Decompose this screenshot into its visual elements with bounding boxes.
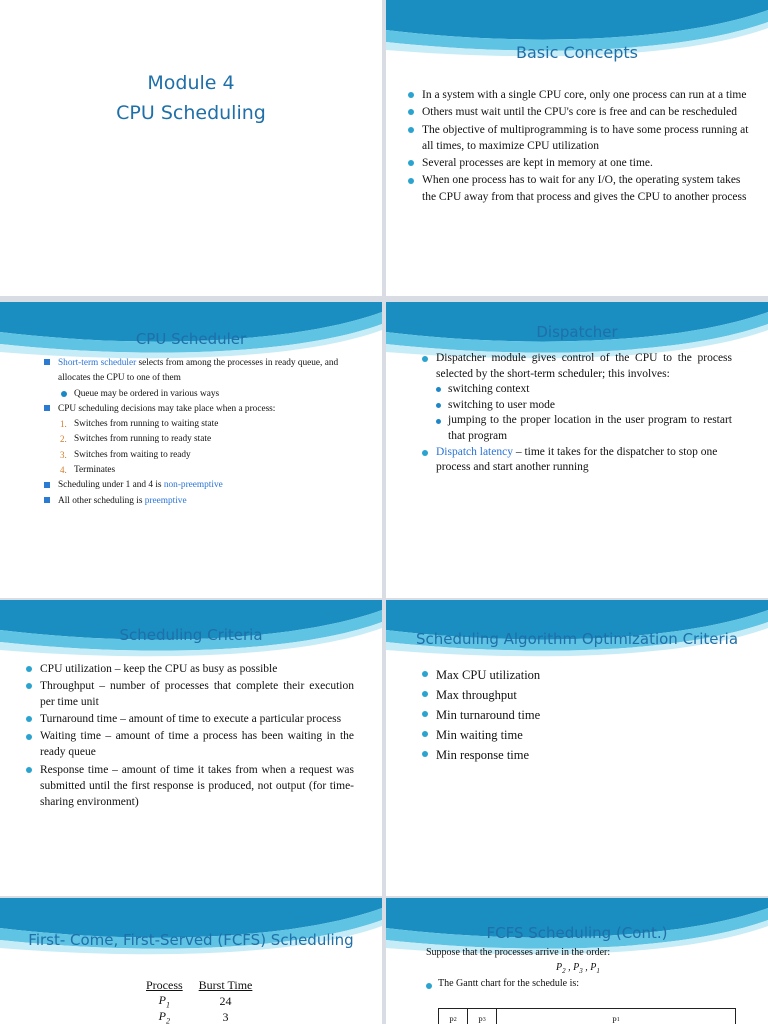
- list-item: [408, 104, 753, 120]
- process-name: P: [556, 962, 563, 973]
- module-title: Module 4: [147, 72, 235, 94]
- square-bullet-icon: [44, 497, 50, 503]
- dot-bullet-icon: [26, 767, 32, 773]
- process-subscript: 1: [616, 1017, 620, 1023]
- slide-optimization-criteria: [386, 600, 768, 896]
- bullet-text: Min waiting time: [436, 728, 523, 742]
- step-text: Switches from running to waiting state: [74, 419, 219, 430]
- numbered-step: [44, 448, 344, 463]
- numbered-step: [44, 417, 344, 432]
- table-row: [138, 1009, 260, 1024]
- burst-time-header: Burst Time: [198, 978, 253, 992]
- bullet-short-term: [44, 356, 344, 387]
- burst-cell: 3: [222, 1010, 229, 1024]
- term-highlight: Dispatch latency: [436, 445, 513, 458]
- bullet-text: Max CPU utilization: [436, 668, 541, 682]
- list-item: [422, 685, 722, 705]
- dot-bullet-icon: [26, 666, 32, 672]
- process-subscript: 3: [579, 967, 583, 975]
- scheduler-content: [44, 356, 344, 509]
- list-item: [26, 728, 354, 760]
- step-number: 3.: [60, 449, 67, 460]
- gantt-chart: [438, 1008, 736, 1024]
- table-row: [138, 993, 260, 1009]
- sub-bullet: [422, 382, 732, 398]
- gantt-cell: [468, 1009, 497, 1024]
- list-item: [408, 172, 753, 205]
- header-wave: [0, 898, 382, 958]
- step-number: 2.: [60, 434, 67, 445]
- bullet-dispatch-latency: [422, 445, 732, 476]
- sub-bullet-text: Queue may be ordered in various ways: [74, 388, 220, 399]
- process-name: P: [158, 993, 166, 1007]
- bullet-text: Min turnaround time: [436, 708, 541, 722]
- list-item: [26, 661, 354, 677]
- dot-bullet-icon: [408, 127, 414, 133]
- list-item: [26, 711, 354, 727]
- list-item: [422, 725, 722, 745]
- bullet-text: CPU scheduling decisions may take place when a process:: [58, 403, 276, 414]
- dot-bullet-icon: [408, 178, 414, 184]
- square-bullet-icon: [44, 405, 50, 411]
- bullet-text: Waiting time – amount of time a process has been waiting in the ready queue: [40, 730, 354, 759]
- process-name: P: [158, 1009, 166, 1024]
- list-item: [422, 705, 722, 725]
- term-highlight: Short-term scheduler: [58, 358, 137, 368]
- square-bullet-icon: [44, 359, 50, 365]
- slide-cpu-scheduler: [0, 302, 382, 598]
- burst-cell: 24: [219, 993, 232, 1008]
- process-name: P: [478, 1015, 483, 1024]
- process-name: P: [449, 1015, 454, 1024]
- bullet-text: CPU utilization – keep the CPU as busy as possible: [40, 663, 278, 675]
- dot-bullet-icon: [436, 387, 441, 392]
- step-text: Switches from running to ready state: [74, 434, 212, 445]
- bullet-text: In a system with a single CPU core, only one process can run at a time: [422, 89, 747, 101]
- burst-time-table: [138, 978, 260, 1024]
- dot-bullet-icon: [422, 450, 428, 456]
- bullet-decisions: [44, 402, 344, 417]
- process-cell: [138, 993, 191, 1009]
- sub-bullet-text: jumping to the proper location in the user program to restart that program: [448, 414, 732, 442]
- process-name: P: [612, 1015, 617, 1024]
- term-highlight: non-preemptive: [163, 480, 223, 491]
- arrival-intro: Suppose that the processes arrive in the order:: [426, 947, 611, 958]
- slide-basic-concepts: [386, 0, 768, 296]
- list-item: [408, 122, 753, 155]
- slide-title-text: FCFS Scheduling (Cont.): [486, 924, 668, 942]
- sub-bullet: [44, 387, 344, 402]
- dot-bullet-icon: [436, 403, 441, 408]
- arrival-order: $P_2$ , $P_3$ , $P_1$: [556, 962, 600, 975]
- bullet-text: Throughput – number of processes that complete their execution per time unit: [40, 680, 354, 709]
- dot-bullet-icon: [61, 391, 67, 397]
- list-item: [422, 665, 722, 685]
- bullet-text: The Gantt chart for the schedule is:: [438, 978, 580, 989]
- dot-bullet-icon: [26, 683, 32, 689]
- list-item: [26, 678, 354, 710]
- slide-title-text: Scheduling Algorithm Optimization Criteria: [415, 630, 739, 648]
- bullet-text: Max throughput: [436, 688, 517, 702]
- process-subscript: 2: [166, 1016, 170, 1024]
- process-subscript: 3: [482, 1017, 486, 1023]
- bullet-text: – time it takes for the dispatcher to stop one process and start another running: [436, 445, 718, 474]
- step-number: 4.: [60, 465, 67, 476]
- dot-bullet-icon: [422, 751, 428, 757]
- sub-bullet-text: switching context: [448, 383, 530, 396]
- slide-scheduling-criteria: [0, 600, 382, 896]
- bullet-text: The objective of multiprogramming is to have some process running at all times, to maximize CPU utilization: [422, 123, 749, 152]
- dot-bullet-icon: [26, 734, 32, 740]
- step-text: Terminates: [74, 465, 116, 476]
- bullet-text: Several processes are kept in memory at one time.: [422, 157, 653, 170]
- dot-bullet-icon: [26, 716, 32, 722]
- bullet-text: selects from among the processes in ready queue, and allocates the CPU to one of them: [58, 358, 339, 384]
- bullet-list: [422, 665, 722, 765]
- bullet-non-preemptive: [44, 478, 344, 493]
- slide-fcfs-cont: [386, 898, 768, 1024]
- process-name: P: [590, 962, 597, 973]
- dot-bullet-icon: [426, 983, 432, 989]
- sub-list: [422, 382, 732, 444]
- gantt-bullet: [426, 978, 579, 989]
- dot-bullet-icon: [408, 109, 414, 115]
- sub-bullet: [422, 413, 732, 444]
- step-number: 1.: [60, 419, 67, 430]
- slide-title-text: Dispatcher: [536, 323, 618, 341]
- bullet-dispatcher-module: [422, 351, 732, 382]
- bullet-text: When one process has to wait for any I/O, the operating system takes the CPU away from that process and gives the CPU to another process: [422, 174, 747, 203]
- gantt-cell: [439, 1009, 468, 1024]
- slide-title-text: Scheduling Criteria: [119, 626, 263, 644]
- slide-title: [0, 0, 382, 296]
- dot-bullet-icon: [422, 356, 428, 362]
- bullet-text: Min response time: [436, 748, 530, 762]
- numbered-list: [44, 417, 344, 478]
- dot-bullet-icon: [422, 671, 428, 677]
- process-header: Process: [146, 978, 183, 992]
- bullet-list: [26, 661, 354, 811]
- process-subscript: 2: [453, 1017, 457, 1023]
- process-name: P: [573, 962, 580, 973]
- sub-bullet: [422, 398, 732, 414]
- step-text: Switches from waiting to ready: [74, 449, 191, 460]
- slide-title-text: First- Come, First-Served (FCFS) Scheduling: [28, 931, 354, 949]
- slide-title-text: Basic Concepts: [516, 43, 638, 62]
- list-item: [408, 87, 753, 103]
- square-bullet-icon: [44, 482, 50, 488]
- dispatcher-content: [422, 351, 732, 476]
- gantt-cell: [497, 1009, 735, 1024]
- numbered-step: [44, 463, 344, 478]
- bullet-text: Turnaround time – amount of time to execute a particular process: [40, 713, 342, 726]
- slide-fcfs: [0, 898, 382, 1024]
- bullet-preemptive: [44, 494, 344, 509]
- dot-bullet-icon: [408, 160, 414, 166]
- list-item: [26, 762, 354, 810]
- dot-bullet-icon: [436, 419, 441, 424]
- dot-bullet-icon: [422, 691, 428, 697]
- sub-bullet-text: switching to user mode: [448, 398, 555, 411]
- dot-bullet-icon: [422, 711, 428, 717]
- bullet-text: Response time – amount of time it takes from when a request was submitted until the first response is produced, not output (for time-sharing environment): [40, 763, 354, 808]
- list-item: [408, 155, 753, 171]
- slide-dispatcher: [386, 302, 768, 598]
- process-cell: [138, 1009, 191, 1024]
- bullet-list: [408, 87, 753, 206]
- bullet-text: All other scheduling is: [58, 495, 145, 506]
- term-highlight: preemptive: [144, 495, 187, 506]
- process-subscript: 1: [166, 1000, 170, 1010]
- dot-bullet-icon: [408, 92, 414, 98]
- bullet-text: Scheduling under 1 and 4 is: [58, 480, 164, 491]
- numbered-step: [44, 432, 344, 447]
- module-subtitle: CPU Scheduling: [116, 102, 266, 124]
- list-item: [422, 745, 722, 765]
- slide-title-text: CPU Scheduler: [135, 330, 247, 348]
- dot-bullet-icon: [422, 731, 428, 737]
- bullet-text: Others must wait until the CPU's core is free and can be rescheduled: [422, 106, 738, 119]
- process-subscript: 1: [596, 967, 600, 975]
- process-subscript: 2: [562, 967, 566, 975]
- bullet-text: Dispatcher module gives control of the CPU to the process selected by the short-term scheduler; this involves:: [436, 352, 732, 380]
